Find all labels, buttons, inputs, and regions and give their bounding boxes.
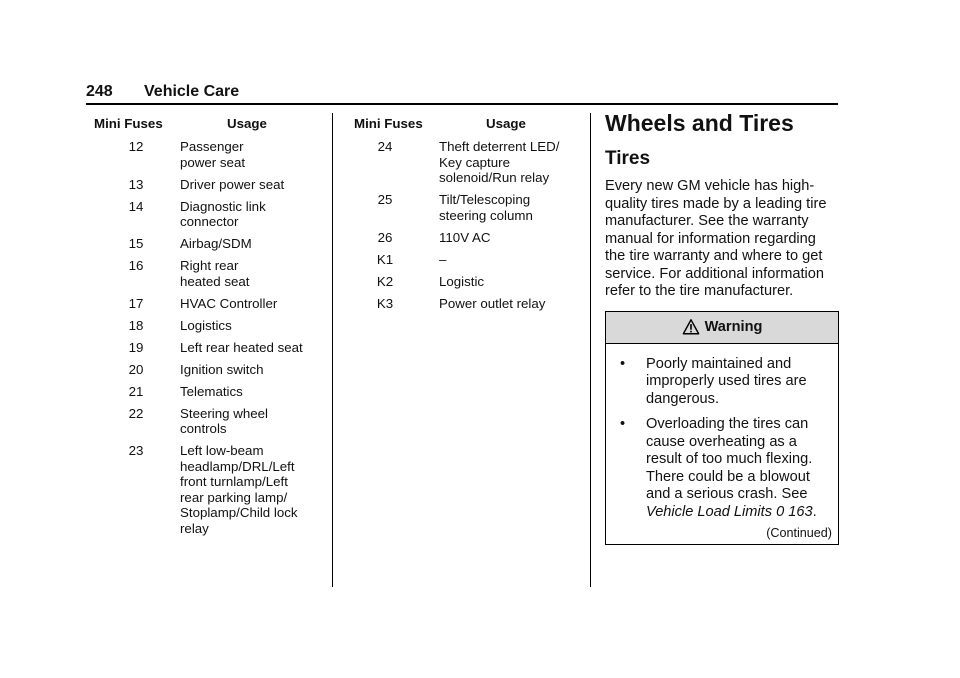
table-row — [86, 406, 326, 437]
fuse-usage: 110V AC — [439, 229, 491, 245]
table-row — [347, 274, 587, 290]
fuse-usage: Steering wheel controls — [180, 405, 268, 436]
subsection-title: Tires — [605, 148, 651, 169]
cross-reference-link[interactable]: Vehicle Load Limits 0 163 — [646, 503, 813, 520]
fuse-number: K2 — [376, 273, 394, 289]
table-row — [86, 384, 326, 400]
warning-item: • Overloading the tires can cause overheating as a result of too much flexing. There could be a blowout and a serious crash. See Vehicle Load Limits 0 163. — [620, 416, 817, 520]
table-row — [347, 192, 587, 223]
fuse-number: K1 — [376, 251, 394, 267]
continued-label: (Continued) — [766, 526, 832, 540]
fuse-usage: Passenger power seat — [180, 139, 246, 170]
fuse-number: 13 — [128, 176, 144, 192]
warning-list — [606, 344, 838, 522]
fuse-number: 17 — [128, 295, 144, 311]
warning-box — [605, 311, 839, 546]
fuse-number: 18 — [128, 317, 144, 333]
fuse-number: 22 — [128, 405, 144, 421]
mini-fuses-header: Mini Fuses — [94, 116, 163, 131]
tires-intro-paragraph: Every new GM vehicle has high-quality tires made by a leading tire manufacturer. See the warranty manual for information regarding the tire warranty and where to get service. For additional information refer to the tire manufacturer. — [605, 178, 827, 299]
fuse-usage: Left rear heated seat — [180, 339, 303, 355]
fuse-usage: Tilt/Telescoping steering column — [439, 192, 533, 223]
tires-section — [605, 108, 840, 545]
warning-header — [606, 312, 838, 344]
table-row — [86, 340, 326, 356]
usage-header: Usage — [227, 116, 267, 131]
page-number: 248 — [86, 83, 113, 100]
fuse-number: 12 — [128, 139, 144, 154]
mini-fuses-header: Mini Fuses — [354, 116, 423, 131]
fuse-usage: – — [439, 251, 447, 267]
fuse-number: 24 — [377, 139, 393, 154]
table-row — [86, 296, 326, 312]
table-row — [347, 296, 587, 312]
fuse-usage: Logistics — [180, 317, 232, 333]
fuse-number: 26 — [377, 229, 393, 245]
fuse-number: 23 — [128, 443, 144, 458]
warning-item — [620, 356, 828, 409]
fuse-number: 16 — [128, 258, 144, 273]
fuse-usage: Airbag/SDM — [180, 236, 252, 251]
table-row — [86, 362, 326, 378]
table-row — [347, 252, 587, 268]
fuse-number: 14 — [128, 198, 144, 214]
warning-heading: Warning — [704, 319, 763, 335]
fuse-table-header — [347, 116, 587, 132]
table-row — [347, 230, 587, 246]
fuse-usage: Right rear heated seat — [180, 258, 250, 289]
table-row — [86, 236, 326, 252]
table-row — [86, 318, 326, 334]
fuse-number: 15 — [128, 236, 144, 251]
fuse-table-header — [86, 116, 326, 132]
section-title: Wheels and Tires — [605, 110, 794, 136]
fuse-table-left — [86, 116, 326, 543]
fuse-usage: Logistic — [439, 273, 485, 289]
page-header — [86, 83, 239, 101]
bullet: • — [620, 416, 626, 432]
table-row — [86, 177, 326, 193]
header-section-title: Vehicle Care — [144, 83, 240, 100]
fuse-usage: Diagnostic link connector — [180, 198, 266, 229]
fuse-usage: Theft deterrent LED/ Key capture solenoid/Run relay — [439, 139, 560, 185]
fuse-usage: Ignition switch — [180, 361, 264, 377]
column-divider — [590, 113, 591, 587]
table-row — [86, 443, 326, 536]
table-row — [86, 139, 326, 170]
bullet: • — [620, 355, 626, 372]
fuse-number: K3 — [376, 295, 394, 311]
fuse-usage: Telematics — [180, 383, 243, 399]
fuse-number: 25 — [377, 192, 393, 207]
fuse-table-right — [347, 116, 587, 318]
table-row — [86, 199, 326, 230]
fuse-usage: Driver power seat — [180, 176, 285, 192]
warning-item-text: Overloading the tires can cause overheating as a result of too much flexing. There could be a blowout and a serious crash. See — [646, 416, 813, 502]
warning-item-text: Poorly maintained and improperly used tires are dangerous. — [646, 355, 807, 407]
table-row — [347, 139, 587, 186]
fuse-usage: Power outlet relay — [439, 295, 546, 311]
page-ref-icon: 0 — [776, 503, 785, 520]
fuse-usage: HVAC Controller — [180, 295, 278, 311]
fuse-number: 19 — [128, 339, 144, 355]
header-rule — [86, 103, 838, 105]
warning-triangle-icon — [682, 318, 700, 336]
fuse-number: 20 — [128, 361, 144, 377]
table-row — [86, 258, 326, 289]
column-divider — [332, 113, 333, 587]
fuse-number: 21 — [128, 383, 144, 399]
usage-header: Usage — [486, 116, 526, 131]
fuse-usage: Left low-beam headlamp/DRL/Left front turnlamp/Left rear parking lamp/ Stoplamp/Child lock relay — [180, 443, 298, 536]
